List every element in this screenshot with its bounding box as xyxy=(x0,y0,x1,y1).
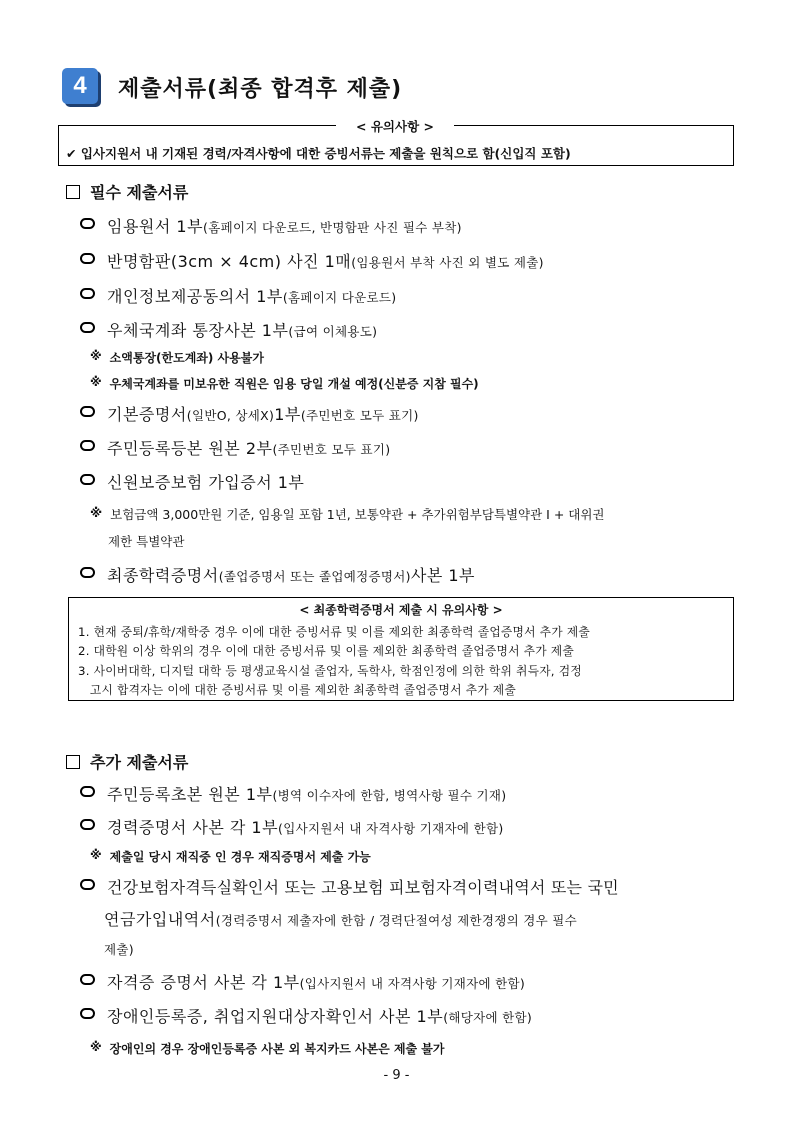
section-number-badge: 4 xyxy=(62,68,98,104)
bullet-icon xyxy=(80,218,95,229)
note-employment xyxy=(90,848,371,865)
list-item xyxy=(80,875,619,898)
list-item xyxy=(80,284,396,307)
item-main: 개인정보제공동의서 1부 xyxy=(107,287,283,306)
item-sub: (홈페이지 다운로드) xyxy=(282,290,397,305)
item-main-2: 사본 1부 xyxy=(410,566,475,585)
item-sub-2: (주민번호 모두 표기) xyxy=(300,408,419,423)
notice-heading: < 유의사항 > xyxy=(356,119,434,134)
list-item xyxy=(80,214,462,237)
item-main: 임용원서 1부 xyxy=(107,217,204,236)
item-main: 최종학력증명서 xyxy=(107,566,219,585)
bullet-icon xyxy=(80,879,95,890)
notice-divider-right xyxy=(454,125,734,126)
item-sub: (경력증명서 제출자에 한함 / 경력단절여성 제한경쟁의 경우 필수 xyxy=(215,913,578,928)
item-sub: (병역 이수자에 한함, 병역사항 필수 기재) xyxy=(272,788,507,803)
note-insurance-cont xyxy=(108,532,184,550)
bullet-icon xyxy=(80,288,95,299)
item-sub: (급여 이체용도) xyxy=(288,324,378,339)
item-main: 주민등록초본 원본 1부 xyxy=(107,785,273,804)
required-heading xyxy=(66,180,188,203)
square-icon xyxy=(66,185,80,199)
notice-text-row xyxy=(66,144,571,162)
item-main: 신원보증보험 가입증서 1부 xyxy=(107,473,305,492)
item-main: 경력증명서 사본 각 1부 xyxy=(107,818,279,837)
required-heading-label: 필수 제출서류 xyxy=(90,183,189,202)
bullet-icon xyxy=(80,819,95,830)
list-item-cont xyxy=(104,907,577,930)
note-text: 제출일 당시 재직중 인 경우 재직증명서 제출 가능 xyxy=(109,850,371,864)
edu-notice-line: 3. 사이버대학, 디지털 대학 등 평생교육시설 졸업자, 독학사, 학점인정에 의한 학위 취득자, 검정 xyxy=(78,664,582,678)
notice-divider-left xyxy=(58,125,336,126)
edu-notice-line: 1. 현재 중퇴/휴학/재학중 경우 이에 대한 증빙서류 및 이를 제외한 최종학력 졸업증명서 추가 제출 xyxy=(78,625,590,639)
item-sub: (홈페이지 다운로드, 반명함판 사진 필수 부착) xyxy=(203,220,462,235)
list-item xyxy=(80,318,377,341)
list-item xyxy=(80,563,475,586)
notice-text: 입사지원서 내 기재된 경력/자격사항에 대한 증빙서류는 제출을 원칙으로 함(신입직 포함) xyxy=(80,146,571,161)
note-insurance xyxy=(90,505,605,523)
note-small-account xyxy=(90,349,264,366)
note-text: 소액통장(한도계좌) 사용불가 xyxy=(109,351,264,365)
square-icon xyxy=(66,755,80,769)
note-mark-icon: ※ xyxy=(90,349,102,363)
bullet-icon xyxy=(80,474,95,485)
bullet-icon xyxy=(80,406,95,417)
item-sub: (임용원서 부착 사진 외 별도 제출) xyxy=(351,255,544,270)
list-item xyxy=(80,1004,532,1027)
check-icon: ✔ xyxy=(66,146,77,161)
item-main: 자격증 증명서 사본 각 1부 xyxy=(107,973,300,992)
item-sub: (해당자에 한함) xyxy=(443,1010,533,1025)
bullet-icon xyxy=(80,786,95,797)
list-item-cont xyxy=(104,940,134,958)
item-sub: 제출) xyxy=(104,942,134,957)
list-item xyxy=(80,470,304,493)
list-item xyxy=(80,249,544,272)
additional-heading-label: 추가 제출서류 xyxy=(90,753,189,772)
list-item xyxy=(80,436,390,459)
item-sub: (입사지원서 내 자격사항 기재자에 한함) xyxy=(278,821,504,836)
bullet-icon xyxy=(80,567,95,578)
note-post-account xyxy=(90,375,479,392)
note-disability xyxy=(90,1040,445,1057)
item-main-2: 1부 xyxy=(274,405,301,424)
list-item xyxy=(80,402,419,425)
list-item xyxy=(80,782,506,805)
note-mark-icon: ※ xyxy=(90,848,102,862)
note-mark-icon: ※ xyxy=(90,375,102,389)
item-main: 연금가입내역서 xyxy=(104,910,216,929)
bullet-icon xyxy=(80,974,95,985)
item-sub: (일반O, 상세X) xyxy=(186,408,275,423)
note-text: 보험금액 3,000만원 기준, 임용일 포함 1년, 보통약관 + 추가위험부담특별약관 I + 대위권 xyxy=(110,507,605,522)
note-text: 우체국계좌를 미보유한 직원은 임용 당일 개설 예정(신분증 지참 필수) xyxy=(109,377,479,391)
item-main: 장애인등록증, 취업지원대상자확인서 사본 1부 xyxy=(107,1007,444,1026)
item-sub: (입사지원서 내 자격사항 기재자에 한함) xyxy=(299,976,526,991)
bullet-icon xyxy=(80,322,95,333)
list-item xyxy=(80,815,504,838)
item-main: 주민등록등본 원본 2부 xyxy=(107,439,273,458)
list-item xyxy=(80,970,525,993)
additional-heading xyxy=(66,750,188,773)
item-sub: (주민번호 모두 표기) xyxy=(272,442,391,457)
note-mark-icon: ※ xyxy=(90,1040,102,1054)
bullet-icon xyxy=(80,253,95,264)
item-main: 반명함판(3cm × 4cm) 사진 1매 xyxy=(107,252,352,271)
item-sub: (졸업증명서 또는 졸업예정증명서) xyxy=(218,569,411,584)
note-mark-icon: ※ xyxy=(90,505,103,520)
page-number: - 9 - xyxy=(383,1068,410,1083)
edu-notice-line: 2. 대학원 이상 학위의 경우 이에 대한 증빙서류 및 이를 제외한 최종학력 졸업증명서 추가 제출 xyxy=(78,644,575,658)
item-main: 우체국계좌 통장사본 1부 xyxy=(107,321,289,340)
edu-notice-line: 고시 합격자는 이에 대한 증빙서류 및 이를 제외한 최종학력 졸업증명서 추가 제출 xyxy=(78,683,516,697)
item-main: 기본증명서 xyxy=(107,405,187,424)
item-main: 건강보험자격득실확인서 또는 고용보험 피보험자격이력내역서 또는 국민 xyxy=(107,878,619,897)
bullet-icon xyxy=(80,1008,95,1019)
note-text: 제한 특별약관 xyxy=(108,534,185,549)
section-title: 제출서류(최종 합격후 제출) xyxy=(118,77,403,102)
bullet-icon xyxy=(80,440,95,451)
note-text: 장애인의 경우 장애인등록증 사본 외 복지카드 사본은 제출 불가 xyxy=(109,1042,445,1056)
edu-notice-title: < 최종학력증명서 제출 시 유의사항 > xyxy=(299,603,503,617)
